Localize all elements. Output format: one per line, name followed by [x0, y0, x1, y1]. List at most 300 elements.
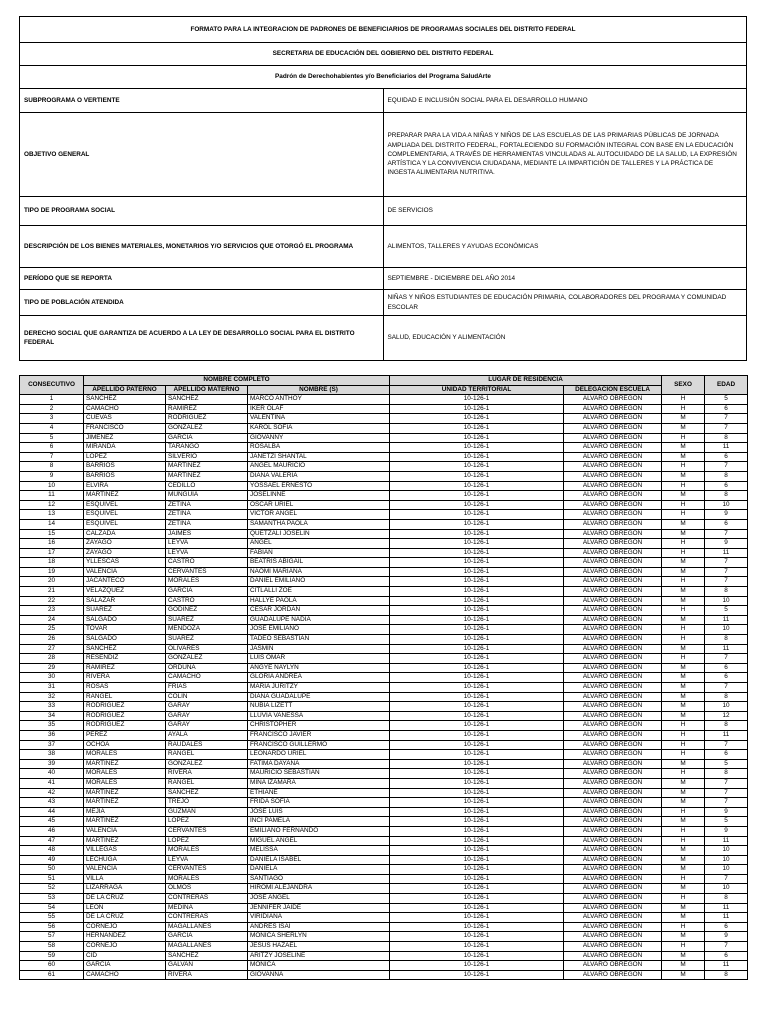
consecutivo-cell: 48 — [20, 846, 84, 856]
apellido-paterno-cell: RAMIREZ — [84, 663, 166, 673]
consecutivo-cell: 8 — [20, 462, 84, 472]
table-row — [20, 711, 748, 721]
sexo-cell: M — [662, 423, 705, 433]
edad-cell: 7 — [705, 740, 748, 750]
nombre-cell: MIGUEL ANGEL — [248, 836, 390, 846]
apellido-paterno-cell: HERNANDEZ — [84, 932, 166, 942]
field-value: ALIMENTOS, TALLERES Y AYUDAS ECONÓMICAS — [383, 226, 747, 268]
nombre-cell: GIOVANNY — [248, 433, 390, 443]
nombre-cell: NUBIA LIZETT — [248, 702, 390, 712]
apellido-materno-cell: GONZALEZ — [166, 654, 248, 664]
table-row — [20, 423, 748, 433]
edad-cell: 9 — [705, 539, 748, 549]
nombre-cell: FRIDA SOFIA — [248, 798, 390, 808]
edad-cell: 7 — [705, 558, 748, 568]
table-row — [20, 471, 748, 481]
apellido-paterno-cell: VALENCIA — [84, 826, 166, 836]
edad-cell: 11 — [705, 730, 748, 740]
apellido-materno-cell: SILVERIO — [166, 452, 248, 462]
consecutivo-cell: 38 — [20, 750, 84, 760]
consecutivo-cell: 20 — [20, 577, 84, 587]
consecutivo-cell: 35 — [20, 721, 84, 731]
sexo-cell: M — [662, 596, 705, 606]
field-value: SEPTIEMBRE - DICIEMBRE DEL AÑO 2014 — [383, 268, 747, 290]
unidad-territorial-cell: 10-126-1 — [390, 471, 564, 481]
nombre-cell: JOSE LUIS — [248, 807, 390, 817]
apellido-materno-cell: MORALES — [166, 874, 248, 884]
sexo-cell: H — [662, 826, 705, 836]
delegacion-cell: ALVARO OBREGON — [564, 596, 662, 606]
consecutivo-cell: 56 — [20, 922, 84, 932]
consecutivo-cell: 14 — [20, 519, 84, 529]
delegacion-cell: ALVARO OBREGON — [564, 500, 662, 510]
col-consecutivo: CONSECUTIVO — [20, 376, 84, 395]
table-row — [20, 788, 748, 798]
unidad-territorial-cell: 10-126-1 — [390, 404, 564, 414]
table-row — [20, 903, 748, 913]
delegacion-cell: ALVARO OBREGON — [564, 778, 662, 788]
table-row — [20, 855, 748, 865]
nombre-cell: HIROMI ALEJANDRA — [248, 884, 390, 894]
apellido-materno-cell: SUAREZ — [166, 615, 248, 625]
delegacion-cell: ALVARO OBREGON — [564, 683, 662, 693]
col-nombre-completo: NOMBRE COMPLETO — [84, 376, 390, 386]
apellido-materno-cell: LEYVA — [166, 548, 248, 558]
apellido-paterno-cell: DE LA CRUZ — [84, 913, 166, 923]
apellido-materno-cell: MENDOZA — [166, 625, 248, 635]
unidad-territorial-cell: 10-126-1 — [390, 750, 564, 760]
table-row — [20, 817, 748, 827]
consecutivo-cell: 51 — [20, 874, 84, 884]
apellido-materno-cell: GARAY — [166, 711, 248, 721]
unidad-territorial-cell: 10-126-1 — [390, 846, 564, 856]
delegacion-cell: ALVARO OBREGON — [564, 759, 662, 769]
delegacion-cell: ALVARO OBREGON — [564, 414, 662, 424]
consecutivo-cell: 47 — [20, 836, 84, 846]
unidad-territorial-cell: 10-126-1 — [390, 855, 564, 865]
apellido-paterno-cell: CORNEJO — [84, 942, 166, 952]
unidad-territorial-cell: 10-126-1 — [390, 519, 564, 529]
apellido-materno-cell: CERVANTES — [166, 567, 248, 577]
apellido-materno-cell: GARAY — [166, 721, 248, 731]
apellido-materno-cell: GARCIA — [166, 433, 248, 443]
nombre-cell: LEONARDO URIEL — [248, 750, 390, 760]
col-nombres: NOMBRE (S) — [248, 385, 390, 395]
nombre-cell: EMILIANO FERNANDO — [248, 826, 390, 836]
consecutivo-cell: 42 — [20, 788, 84, 798]
edad-cell: 10 — [705, 855, 748, 865]
consecutivo-cell: 46 — [20, 826, 84, 836]
nombre-cell: QUETZALI JOSELIN — [248, 529, 390, 539]
apellido-paterno-cell: VILLEGAS — [84, 846, 166, 856]
edad-cell: 8 — [705, 471, 748, 481]
sexo-cell: H — [662, 740, 705, 750]
apellido-materno-cell: GUZMAN — [166, 807, 248, 817]
edad-cell: 6 — [705, 663, 748, 673]
nombre-cell: LUIS OMAR — [248, 654, 390, 664]
sexo-cell: M — [662, 778, 705, 788]
apellido-paterno-cell: ESQUIVEL — [84, 510, 166, 520]
table-row — [20, 606, 748, 616]
delegacion-cell: ALVARO OBREGON — [564, 615, 662, 625]
delegacion-cell: ALVARO OBREGON — [564, 443, 662, 453]
delegacion-cell: ALVARO OBREGON — [564, 894, 662, 904]
nombre-cell: TADEO SEBASTIAN — [248, 635, 390, 645]
apellido-materno-cell: TARANGO — [166, 443, 248, 453]
apellido-materno-cell: MORALES — [166, 577, 248, 587]
unidad-territorial-cell: 10-126-1 — [390, 942, 564, 952]
table-row — [20, 692, 748, 702]
apellido-paterno-cell: RESENDIZ — [84, 654, 166, 664]
delegacion-cell: ALVARO OBREGON — [564, 433, 662, 443]
sexo-cell: H — [662, 942, 705, 952]
apellido-paterno-cell: RODRIGUEZ — [84, 702, 166, 712]
sexo-cell: H — [662, 654, 705, 664]
apellido-materno-cell: ORDUÑA — [166, 663, 248, 673]
beneficiaries-table — [19, 375, 748, 980]
edad-cell: 7 — [705, 567, 748, 577]
apellido-paterno-cell: BARRIOS — [84, 462, 166, 472]
apellido-materno-cell: RANGEL — [166, 778, 248, 788]
edad-cell: 6 — [705, 519, 748, 529]
sexo-cell: M — [662, 644, 705, 654]
nombre-cell: SAMANTHA PAOLA — [248, 519, 390, 529]
sexo-cell: H — [662, 548, 705, 558]
table-row — [20, 750, 748, 760]
unidad-territorial-cell: 10-126-1 — [390, 481, 564, 491]
apellido-paterno-cell: SALAZAR — [84, 596, 166, 606]
apellido-materno-cell: RAMIREZ — [166, 404, 248, 414]
table-row — [20, 462, 748, 472]
delegacion-cell: ALVARO OBREGON — [564, 913, 662, 923]
nombre-cell: FABIAN — [248, 548, 390, 558]
nombre-cell: MARIA JURITZY — [248, 683, 390, 693]
table-row — [20, 452, 748, 462]
table-row — [20, 404, 748, 414]
edad-cell: 6 — [705, 673, 748, 683]
field-value: PREPARAR PARA LA VIDA A NIÑAS Y NIÑOS DE LAS ESCUELAS DE LAS PRIMARIAS PÚBLICAS DE JORNADA AMPLIADA DEL DISTRITO FEDERAL, FORTALECIENDO SU FORMACIÓN INTEGRAL CON BASE EN LA EDUCACIÓN COMPLEMENTARIA, A TRAVÉS DE HERRAMIENTAS VINCULADAS AL AUTOCUIDADO DE LA SALUD, LA EXPRESIÓN ARTÍSTICA Y LA CONVIVENCIA CIUDADANA, MEDIANTE LA IMPARTICIÓN DE TALLERES Y LA PRÁCTICA DE INGESTA ALIMENTARIA NUTRITIVA. — [383, 113, 747, 197]
table-row — [20, 654, 748, 664]
edad-cell: 11 — [705, 961, 748, 971]
nombre-cell: FRANCISCO GUILLERMO — [248, 740, 390, 750]
unidad-territorial-cell: 10-126-1 — [390, 769, 564, 779]
unidad-territorial-cell: 10-126-1 — [390, 692, 564, 702]
sexo-cell: H — [662, 539, 705, 549]
field-label: OBJETIVO GENERAL — [20, 113, 384, 197]
info-row — [20, 226, 747, 268]
unidad-territorial-cell: 10-126-1 — [390, 702, 564, 712]
apellido-materno-cell: MEDINA — [166, 903, 248, 913]
unidad-territorial-cell: 10-126-1 — [390, 491, 564, 501]
table-row — [20, 481, 748, 491]
unidad-territorial-cell: 10-126-1 — [390, 961, 564, 971]
delegacion-cell: ALVARO OBREGON — [564, 730, 662, 740]
unidad-territorial-cell: 10-126-1 — [390, 567, 564, 577]
apellido-paterno-cell: SUAREZ — [84, 606, 166, 616]
apellido-paterno-cell: LOPEZ — [84, 452, 166, 462]
apellido-materno-cell: AYALA — [166, 730, 248, 740]
apellido-paterno-cell: RIVERA — [84, 673, 166, 683]
col-unidad-territorial: UNIDAD TERRITORIAL — [390, 385, 564, 395]
sexo-cell: M — [662, 702, 705, 712]
apellido-materno-cell: GONZALEZ — [166, 423, 248, 433]
delegacion-cell: ALVARO OBREGON — [564, 884, 662, 894]
table-row — [20, 922, 748, 932]
nombre-cell: CESAR JORDAN — [248, 606, 390, 616]
sexo-cell: H — [662, 836, 705, 846]
delegacion-cell: ALVARO OBREGON — [564, 635, 662, 645]
edad-cell: 7 — [705, 778, 748, 788]
consecutivo-cell: 57 — [20, 932, 84, 942]
secretaria-row — [20, 43, 747, 66]
delegacion-cell: ALVARO OBREGON — [564, 961, 662, 971]
nombre-cell: DIANA VALERIA — [248, 471, 390, 481]
nombre-cell: MELISSA — [248, 846, 390, 856]
apellido-paterno-cell: SALGADO — [84, 615, 166, 625]
apellido-materno-cell: CERVANTES — [166, 826, 248, 836]
sexo-cell: H — [662, 894, 705, 904]
apellido-materno-cell: RODRIGUEZ — [166, 414, 248, 424]
table-row — [20, 874, 748, 884]
nombre-cell: HALLYE PAOLA — [248, 596, 390, 606]
apellido-materno-cell: TREJO — [166, 798, 248, 808]
consecutivo-cell: 15 — [20, 529, 84, 539]
unidad-territorial-cell: 10-126-1 — [390, 721, 564, 731]
table-row — [20, 683, 748, 693]
delegacion-cell: ALVARO OBREGON — [564, 750, 662, 760]
edad-cell: 10 — [705, 702, 748, 712]
sexo-cell: H — [662, 404, 705, 414]
table-row — [20, 942, 748, 952]
table-row — [20, 951, 748, 961]
delegacion-cell: ALVARO OBREGON — [564, 826, 662, 836]
delegacion-cell: ALVARO OBREGON — [564, 951, 662, 961]
program-info-table — [19, 16, 747, 361]
sexo-cell: H — [662, 874, 705, 884]
col-apellido-paterno: APELLIDO PATERNO — [84, 385, 166, 395]
nombre-cell: INCI PAMELA — [248, 817, 390, 827]
nombre-cell: JOSELINNE — [248, 491, 390, 501]
nombre-cell: VIRIDIANA — [248, 913, 390, 923]
apellido-materno-cell: CERVANTES — [166, 865, 248, 875]
sexo-cell: M — [662, 587, 705, 597]
col-sexo: SEXO — [662, 376, 705, 395]
delegacion-cell: ALVARO OBREGON — [564, 711, 662, 721]
nombre-cell: YOSSAEL ERNESTO — [248, 481, 390, 491]
nombre-cell: DANIELA — [248, 865, 390, 875]
delegacion-cell: ALVARO OBREGON — [564, 644, 662, 654]
sexo-cell: M — [662, 443, 705, 453]
apellido-materno-cell: CASTRO — [166, 596, 248, 606]
sexo-cell: H — [662, 635, 705, 645]
apellido-paterno-cell: MORALES — [84, 769, 166, 779]
delegacion-cell: ALVARO OBREGON — [564, 692, 662, 702]
consecutivo-cell: 41 — [20, 778, 84, 788]
unidad-territorial-cell: 10-126-1 — [390, 635, 564, 645]
apellido-materno-cell: RANGEL — [166, 750, 248, 760]
sexo-cell: M — [662, 683, 705, 693]
unidad-territorial-cell: 10-126-1 — [390, 529, 564, 539]
sexo-cell: H — [662, 730, 705, 740]
consecutivo-cell: 25 — [20, 625, 84, 635]
edad-cell: 7 — [705, 414, 748, 424]
nombre-cell: ANGEL — [248, 539, 390, 549]
table-row — [20, 702, 748, 712]
apellido-materno-cell: COLIN — [166, 692, 248, 702]
nombre-cell: MONICA SHERLYN — [248, 932, 390, 942]
apellido-paterno-cell: VILLA — [84, 874, 166, 884]
apellido-materno-cell: MARTINEZ — [166, 462, 248, 472]
delegacion-cell: ALVARO OBREGON — [564, 807, 662, 817]
delegacion-cell: ALVARO OBREGON — [564, 567, 662, 577]
nombre-cell: FRANCISCO JAVIER — [248, 730, 390, 740]
nombre-cell: DANIELA ISABEL — [248, 855, 390, 865]
table-row — [20, 529, 748, 539]
table-row — [20, 577, 748, 587]
consecutivo-cell: 27 — [20, 644, 84, 654]
edad-cell: 8 — [705, 769, 748, 779]
sexo-cell: M — [662, 788, 705, 798]
consecutivo-cell: 17 — [20, 548, 84, 558]
table-row — [20, 865, 748, 875]
apellido-materno-cell: OLMOS — [166, 884, 248, 894]
unidad-territorial-cell: 10-126-1 — [390, 788, 564, 798]
consecutivo-cell: 36 — [20, 730, 84, 740]
delegacion-cell: ALVARO OBREGON — [564, 865, 662, 875]
unidad-territorial-cell: 10-126-1 — [390, 395, 564, 405]
delegacion-cell: ALVARO OBREGON — [564, 529, 662, 539]
delegacion-cell: ALVARO OBREGON — [564, 788, 662, 798]
edad-cell: 9 — [705, 807, 748, 817]
document-title: FORMATO PARA LA INTEGRACION DE PADRONES DE BENEFICIARIOS DE PROGRAMAS SOCIALES DEL DISTRITO FEDERAL — [20, 17, 747, 43]
field-label: PERÍODO QUE SE REPORTA — [20, 268, 384, 290]
table-body — [20, 395, 748, 980]
table-row — [20, 663, 748, 673]
table-row — [20, 558, 748, 568]
unidad-territorial-cell: 10-126-1 — [390, 836, 564, 846]
sexo-cell: M — [662, 884, 705, 894]
unidad-territorial-cell: 10-126-1 — [390, 711, 564, 721]
nombre-cell: ETHIANE — [248, 788, 390, 798]
apellido-materno-cell: CAMACHO — [166, 673, 248, 683]
unidad-territorial-cell: 10-126-1 — [390, 817, 564, 827]
apellido-materno-cell: LEYVA — [166, 539, 248, 549]
sexo-cell: M — [662, 855, 705, 865]
edad-cell: 8 — [705, 433, 748, 443]
consecutivo-cell: 59 — [20, 951, 84, 961]
table-row — [20, 884, 748, 894]
unidad-territorial-cell: 10-126-1 — [390, 510, 564, 520]
table-row — [20, 769, 748, 779]
nombre-cell: ANGYE NAYLYN — [248, 663, 390, 673]
apellido-paterno-cell: CAMACHO — [84, 404, 166, 414]
unidad-territorial-cell: 10-126-1 — [390, 462, 564, 472]
delegacion-cell: ALVARO OBREGON — [564, 462, 662, 472]
sexo-cell: M — [662, 414, 705, 424]
apellido-paterno-cell: ESQUIVEL — [84, 500, 166, 510]
edad-cell: 8 — [705, 587, 748, 597]
delegacion-cell: ALVARO OBREGON — [564, 510, 662, 520]
apellido-paterno-cell: MORALES — [84, 750, 166, 760]
apellido-paterno-cell: MARTINEZ — [84, 759, 166, 769]
apellido-paterno-cell: ZAYAGO — [84, 548, 166, 558]
edad-cell: 5 — [705, 759, 748, 769]
apellido-materno-cell: FRIAS — [166, 683, 248, 693]
apellido-paterno-cell: ZAYAGO — [84, 539, 166, 549]
edad-cell: 7 — [705, 683, 748, 693]
apellido-materno-cell: CONTRERAS — [166, 913, 248, 923]
apellido-materno-cell: SANCHEZ — [166, 788, 248, 798]
unidad-territorial-cell: 10-126-1 — [390, 558, 564, 568]
apellido-materno-cell: LOPEZ — [166, 836, 248, 846]
apellido-materno-cell: LEYVA — [166, 855, 248, 865]
unidad-territorial-cell: 10-126-1 — [390, 951, 564, 961]
table-row — [20, 721, 748, 731]
sexo-cell: M — [662, 846, 705, 856]
nombre-cell: VALENTINA — [248, 414, 390, 424]
apellido-paterno-cell: CAMACHO — [84, 970, 166, 980]
apellido-paterno-cell: JACANTECO — [84, 577, 166, 587]
nombre-cell: JOSE EMILIANO — [248, 625, 390, 635]
nombre-cell: KAROL SOFIA — [248, 423, 390, 433]
sexo-cell: H — [662, 395, 705, 405]
field-label: DERECHO SOCIAL QUE GARANTIZA DE ACUERDO A LA LEY DE DESARROLLO SOCIAL PARA EL DISTRITO FEDERAL — [20, 316, 384, 361]
sexo-cell: M — [662, 951, 705, 961]
field-label: TIPO DE PROGRAMA SOCIAL — [20, 197, 384, 226]
unidad-territorial-cell: 10-126-1 — [390, 807, 564, 817]
consecutivo-cell: 43 — [20, 798, 84, 808]
consecutivo-cell: 4 — [20, 423, 84, 433]
consecutivo-cell: 6 — [20, 443, 84, 453]
delegacion-cell: ALVARO OBREGON — [564, 798, 662, 808]
apellido-materno-cell: RIVERA — [166, 970, 248, 980]
nombre-cell: MONICA — [248, 961, 390, 971]
sexo-cell: H — [662, 807, 705, 817]
consecutivo-cell: 60 — [20, 961, 84, 971]
apellido-paterno-cell: CID — [84, 951, 166, 961]
apellido-materno-cell: MORALES — [166, 846, 248, 856]
consecutivo-cell: 11 — [20, 491, 84, 501]
info-row — [20, 197, 747, 226]
apellido-paterno-cell: RODRIGUEZ — [84, 721, 166, 731]
info-row — [20, 113, 747, 197]
header-row-bottom — [20, 385, 748, 395]
table-row — [20, 548, 748, 558]
consecutivo-cell: 44 — [20, 807, 84, 817]
consecutivo-cell: 21 — [20, 587, 84, 597]
edad-cell: 7 — [705, 577, 748, 587]
table-row — [20, 730, 748, 740]
sexo-cell: M — [662, 529, 705, 539]
sexo-cell: H — [662, 481, 705, 491]
field-label: TIPO DE POBLACIÓN ATENDIDA — [20, 290, 384, 316]
unidad-territorial-cell: 10-126-1 — [390, 798, 564, 808]
edad-cell: 8 — [705, 721, 748, 731]
table-row — [20, 826, 748, 836]
info-row — [20, 316, 747, 361]
consecutivo-cell: 23 — [20, 606, 84, 616]
unidad-territorial-cell: 10-126-1 — [390, 423, 564, 433]
unidad-territorial-cell: 10-126-1 — [390, 654, 564, 664]
delegacion-cell: ALVARO OBREGON — [564, 519, 662, 529]
sexo-cell: M — [662, 865, 705, 875]
info-row — [20, 268, 747, 290]
table-row — [20, 539, 748, 549]
unidad-territorial-cell: 10-126-1 — [390, 683, 564, 693]
unidad-territorial-cell: 10-126-1 — [390, 759, 564, 769]
apellido-paterno-cell: TOVAR — [84, 625, 166, 635]
table-row — [20, 961, 748, 971]
